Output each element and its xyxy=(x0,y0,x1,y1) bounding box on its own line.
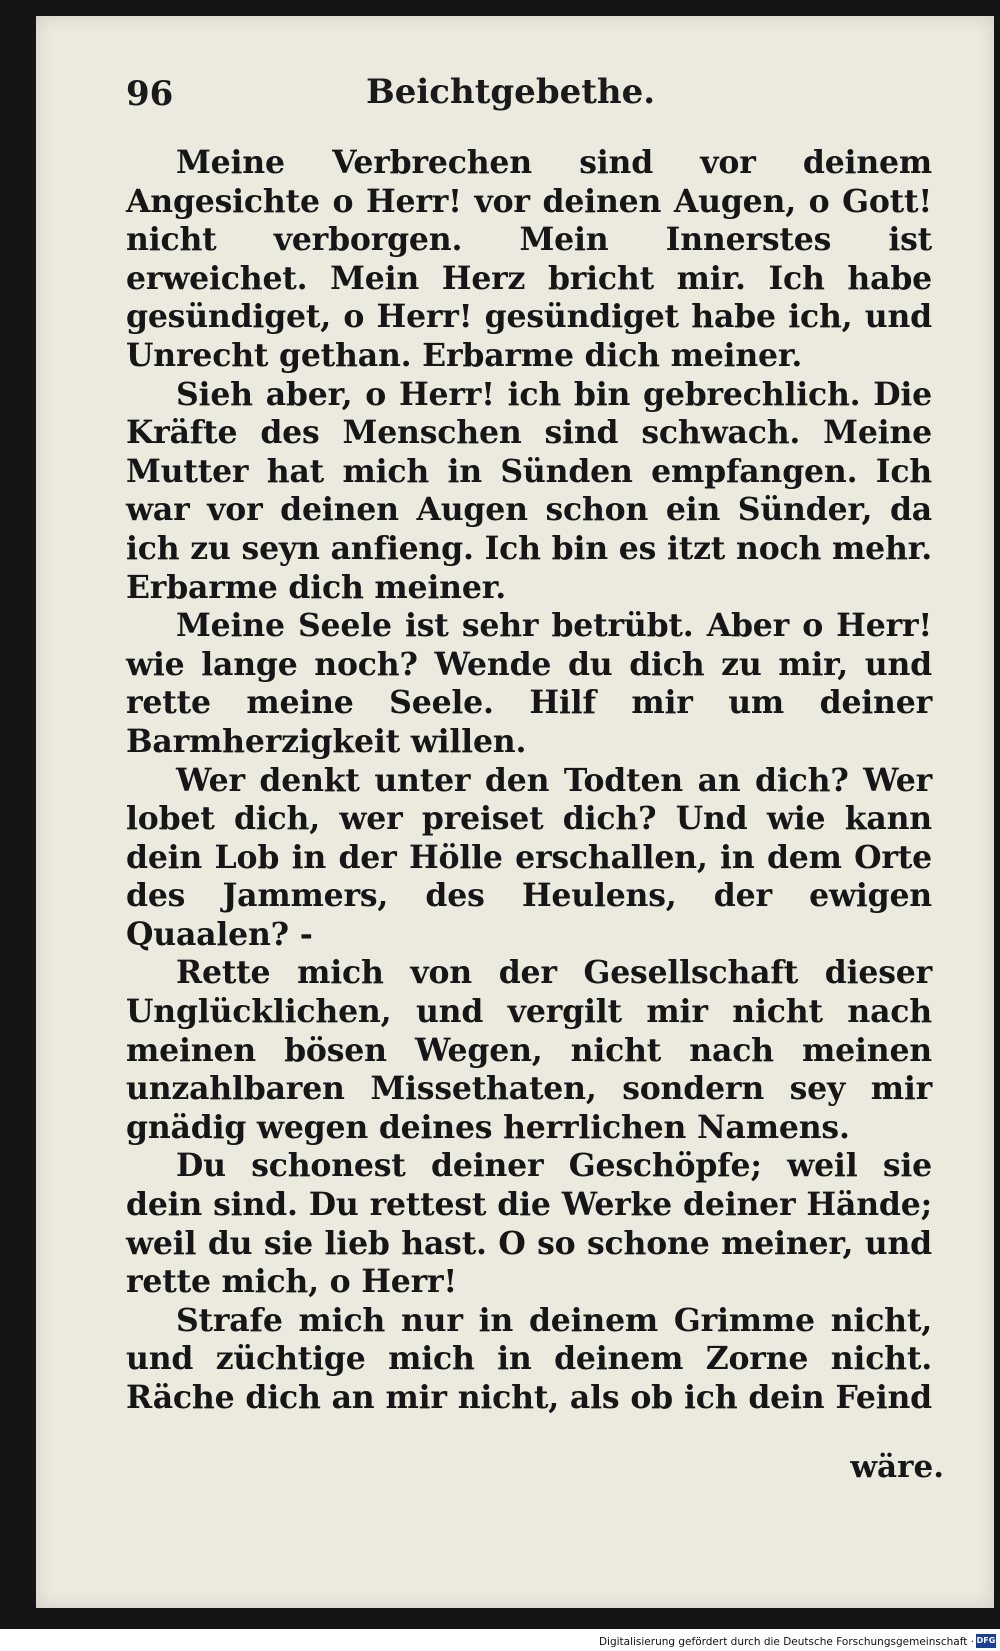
running-title: Beichtgebethe. xyxy=(366,72,656,112)
paragraph: Rette mich von der Gesellschaft dieser Unglücklichen, und vergilt mir nicht nach meinen bösen Wegen, nicht nach meinen unzahlbaren Missethaten, sondern sey mir gnädig wegen deines herrlichen Namens. xyxy=(126,954,932,1146)
footer-credit: Digitalisierung gefördert durch die Deutsche Forschungsgemeinschaft · xyxy=(598,1636,974,1648)
dfg-logo-icon: DFG xyxy=(976,1634,996,1648)
paragraph: Meine Seele ist sehr betrübt. Aber o Herr! wie lange noch? Wende du dich zu mir, und rette meine Seele. Hilf mir um deiner Barmherzigkeit willen. xyxy=(126,607,932,760)
book-page xyxy=(36,16,994,1608)
paragraph: Sieh aber, o Herr! ich bin gebrechlich. Die Kräfte des Menschen sind schwach. Meine Mutter hat mich in Sünden empfangen. Ich war vor deinen Augen schon ein Sünder, da ich zu seyn anfieng. Ich bin es itzt noch mehr. Erbarme dich meiner. xyxy=(126,375,932,606)
page-number: 96 xyxy=(126,74,174,114)
body-text xyxy=(126,144,932,1418)
paragraph: Meine Verbrechen sind vor deinem Angesichte o Herr! vor deinen Augen, o Gott! nicht verborgen. Mein Innerstes ist erweichet. Mein Herz bricht mir. Ich habe gesündiget, o Herr! gesündiget habe ich, und Unrecht gethan. Erbarme dich meiner. xyxy=(126,144,932,374)
paragraph: Strafe mich nur in deinem Grimme nicht, und züchtige mich in deinem Zorne nicht. Räche dich an mir nicht, als ob ich dein Feind xyxy=(126,1301,932,1416)
catchword: wäre. xyxy=(850,1449,944,1485)
paragraph: Wer denkt unter den Todten an dich? Wer lobet dich, wer preiset dich? Und wie kann dein Lob in der Hölle erschallen, in dem Orte des Jammers, des Heulens, der ewigen Quaalen? - xyxy=(126,761,932,953)
footer-band xyxy=(0,1629,1000,1651)
paragraph: Du schonest deiner Geschöpfe; weil sie dein sind. Du rettest die Werke deiner Hände; weil du sie lieb hast. O so schone meiner, und rette mich, o Herr! xyxy=(126,1147,932,1301)
